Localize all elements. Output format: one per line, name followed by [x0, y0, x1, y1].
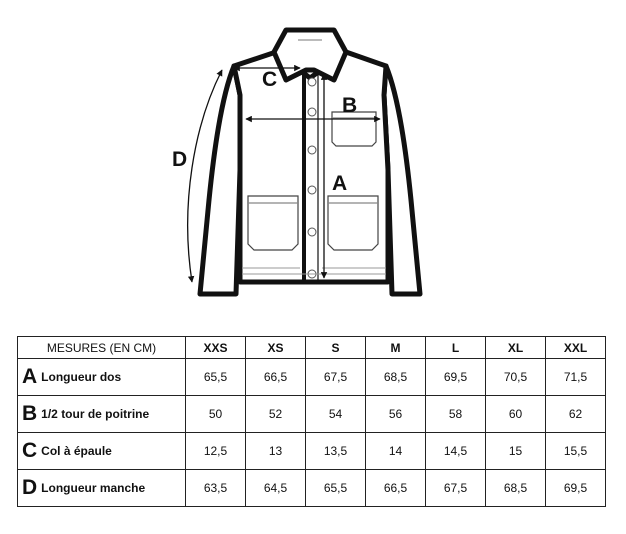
- table-row: [18, 396, 606, 433]
- value-cell: 67,5: [306, 359, 366, 396]
- value-cell: 69,5: [546, 470, 606, 507]
- size-header-cell: L: [426, 337, 486, 359]
- value-cell: 56: [366, 396, 426, 433]
- row-label: Longueur manche: [41, 481, 146, 495]
- value-cell: 13,5: [306, 433, 366, 470]
- jacket-outline: [200, 52, 420, 294]
- size-header-cell: S: [306, 337, 366, 359]
- label-a: A: [332, 172, 348, 195]
- value-cell: 54: [306, 396, 366, 433]
- row-label: Longueur dos: [41, 370, 122, 384]
- size-chart-table: [17, 336, 606, 507]
- row-label-cell: [18, 359, 186, 396]
- header-row: [18, 337, 606, 359]
- value-cell: 63,5: [186, 470, 246, 507]
- table-row: [18, 359, 606, 396]
- value-cell: 50: [186, 396, 246, 433]
- row-label: Col à épaule: [41, 444, 112, 458]
- row-label: 1/2 tour de poitrine: [41, 407, 150, 421]
- size-header-cell: XL: [486, 337, 546, 359]
- value-cell: 65,5: [306, 470, 366, 507]
- table-row: [18, 470, 606, 507]
- header-label-cell: MESURES (EN CM): [18, 337, 186, 359]
- size-header-cell: XXS: [186, 337, 246, 359]
- row-label-cell: [18, 470, 186, 507]
- value-cell: 64,5: [246, 470, 306, 507]
- value-cell: 52: [246, 396, 306, 433]
- value-cell: 58: [426, 396, 486, 433]
- value-cell: 60: [486, 396, 546, 433]
- value-cell: 65,5: [186, 359, 246, 396]
- value-cell: 71,5: [546, 359, 606, 396]
- row-letter: C: [22, 439, 38, 462]
- collar: [274, 30, 346, 80]
- table-row: [18, 433, 606, 470]
- value-cell: 66,5: [246, 359, 306, 396]
- row-letter: B: [22, 402, 38, 425]
- label-c: C: [262, 68, 278, 91]
- value-cell: 69,5: [426, 359, 486, 396]
- value-cell: 66,5: [366, 470, 426, 507]
- value-cell: 14,5: [426, 433, 486, 470]
- value-cell: 15,5: [546, 433, 606, 470]
- row-label-cell: [18, 433, 186, 470]
- row-label-cell: [18, 396, 186, 433]
- size-header-cell: XXL: [546, 337, 606, 359]
- value-cell: 12,5: [186, 433, 246, 470]
- size-header-cell: XS: [246, 337, 306, 359]
- value-cell: 15: [486, 433, 546, 470]
- value-cell: 68,5: [486, 470, 546, 507]
- value-cell: 62: [546, 396, 606, 433]
- size-header-cell: M: [366, 337, 426, 359]
- row-letter: D: [22, 476, 38, 499]
- label-b: B: [342, 94, 358, 117]
- value-cell: 13: [246, 433, 306, 470]
- value-cell: 14: [366, 433, 426, 470]
- value-cell: 68,5: [366, 359, 426, 396]
- label-d: D: [172, 148, 188, 171]
- value-cell: 67,5: [426, 470, 486, 507]
- row-letter: A: [22, 365, 38, 388]
- value-cell: 70,5: [486, 359, 546, 396]
